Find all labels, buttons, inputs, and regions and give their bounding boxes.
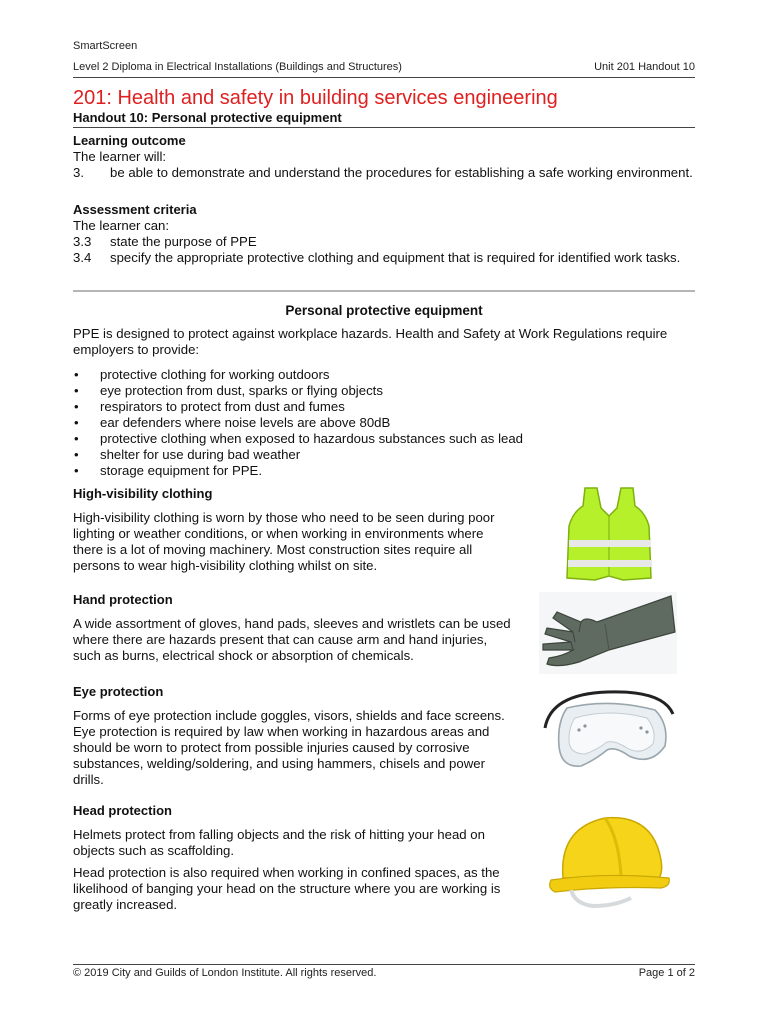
assessment-item: [73, 250, 695, 266]
eye-section: [73, 684, 513, 788]
assessment-heading: Assessment criteria: [73, 202, 197, 217]
learning-outcome-block: [73, 133, 695, 181]
hivis-section: [73, 486, 513, 574]
item-text: state the purpose of PPE: [110, 234, 257, 249]
head-heading: Head protection: [73, 803, 172, 818]
hivis-text: High-visibility clothing is worn by those who need to be seen during poor lighting or weather conditions, or when working in environments where there is a lot of moving machinery. Most construction sites require all persons to wear high-visibility clothing whilst on site.: [73, 510, 495, 573]
item-number: 3.: [73, 165, 84, 180]
learning-outcome-item: [73, 165, 695, 181]
hand-section: [73, 592, 513, 664]
assessment-intro: The learner can:: [73, 218, 170, 233]
learning-outcome-heading: Learning outcome: [73, 133, 186, 148]
course-title: Level 2 Diploma in Electrical Installations (Buildings and Structures): [73, 61, 402, 73]
head-text-2: Head protection is also required when working in confined spaces, as the likelihood of banging your head on the structure where you are working is greatly increased.: [73, 865, 501, 912]
assessment-criteria-block: [73, 202, 695, 266]
item-text: be able to demonstrate and understand the procedures for establishing a safe working environment.: [110, 165, 693, 180]
head-section: [73, 803, 513, 913]
copyright-text: © 2019 City and Guilds of London Institute. All rights reserved.: [73, 967, 377, 979]
item-number: 3.3: [73, 234, 92, 249]
hand-text: A wide assortment of gloves, hand pads, sleeves and wristlets can be used where there are hazards present that can cause arm and hand injuries, such as burns, electrical shock or absorption of chemicals.: [73, 616, 511, 663]
item-number: 3.4: [73, 250, 92, 265]
page-footer: [73, 967, 695, 979]
document-page: [73, 0, 695, 1024]
list-item: • protective clothing when exposed to hazardous substances such as lead: [74, 431, 523, 446]
handout-title: Handout 10: Personal protective equipment: [73, 110, 342, 125]
hard-hat-image: [545, 808, 673, 910]
list-item: • shelter for use during bad weather: [74, 447, 301, 462]
page-number: Page 1 of 2: [638, 967, 695, 979]
handout-reference: Unit 201 Handout 10: [594, 61, 695, 73]
eye-text: Forms of eye protection include goggles, visors, shields and face screens. Eye protection is required by law when working in hazardous areas and should be worn to protect from possible injuries caused by corrosive substances, welding/soldering, and using hammers, chisels and power drills.: [73, 708, 505, 787]
item-text: specify the appropriate protective clothing and equipment that is required for identified work tasks.: [110, 250, 681, 265]
footer-rule: [73, 964, 695, 965]
eye-heading: Eye protection: [73, 684, 164, 699]
list-item: • eye protection from dust, sparks or flying objects: [74, 383, 383, 398]
list-item: • ear defenders where noise levels are above 80dB: [74, 415, 391, 430]
ppe-intro-block: [73, 326, 695, 479]
head-text-1: Helmets protect from falling objects and the risk of hitting your head on objects such as scaffolding.: [73, 827, 485, 858]
protective-glove-image: [539, 592, 677, 674]
list-item: • storage equipment for PPE.: [74, 463, 263, 478]
hivis-heading: High-visibility clothing: [73, 486, 213, 501]
safety-goggles-image: [537, 684, 681, 780]
section-divider: [73, 290, 695, 292]
ppe-intro: PPE is designed to protect against workplace hazards. Health and Safety at Work Regulations require employers to provide:: [73, 326, 668, 357]
ppe-bullet-list: [73, 367, 695, 479]
hi-vis-vest-image: [563, 486, 655, 582]
header-rule: [73, 77, 695, 78]
title-rule: [73, 127, 695, 128]
unit-title: 201: Health and safety in building services engineering: [73, 87, 558, 109]
list-item: • protective clothing for working outdoors: [74, 367, 330, 382]
hand-heading: Hand protection: [73, 592, 173, 607]
brand-name: SmartScreen: [73, 40, 138, 52]
ppe-heading: Personal protective equipment: [285, 303, 483, 318]
course-header: [73, 61, 695, 73]
assessment-item: [73, 234, 695, 250]
list-item: • respirators to protect from dust and fumes: [74, 399, 345, 414]
learning-outcome-intro: The learner will:: [73, 149, 167, 164]
